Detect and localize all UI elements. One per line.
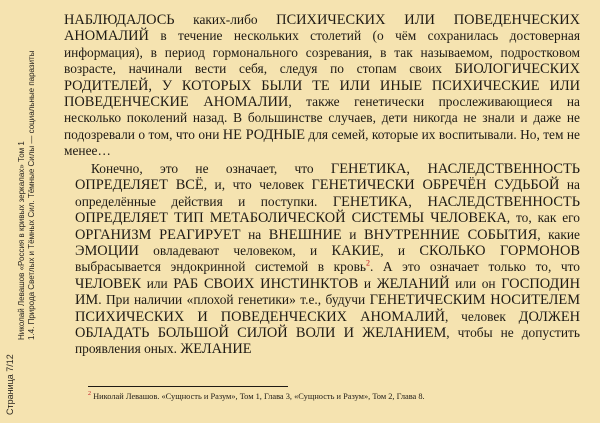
footnote-text: Николай Левашов. «Сущность и Разум», Том 1, Глава 3, «Сущность и Разум», Том 2, Глава 8. [91, 392, 425, 401]
chapter-title: 1.4. Природа Светлых и Тёмных Сил. Тёмные Силы — социальные паразиты [27, 50, 36, 340]
footnote-number: 2 [88, 391, 91, 398]
page-number: Страница 7/12 [5, 354, 15, 415]
book-title: Николай Левашов «Россия в кривых зеркалах» Том 1 [17, 141, 26, 340]
footnote [88, 391, 578, 402]
footnote-divider [88, 386, 288, 387]
paragraph-2: Конечно, это не означает, что ГЕНЕТИКА, НАСЛЕДСТВЕННОСТЬ ОПРЕДЕЛЯЕТ ВСЁ, и, что человек ГЕНЕТИЧЕСКИ ОБРЕЧЁН СУДЬБОЙ на определённые действия и поступки. ГЕНЕТИКА, НАСЛЕДСТВЕННОСТЬ ОПРЕДЕЛЯЕТ ТИП МЕТАБОЛИЧЕСКОЙ СИСТЕМЫ ЧЕЛОВЕКА, то, как его ОРГАНИЗМ РЕАГИРУЕТ на ВНЕШНИЕ и ВНУТРЕННИЕ СОБЫТИЯ, какие ЭМОЦИИ овладевают человеком, и КАКИЕ, и СКОЛЬКО ГОРМОНОВ выбрасывается эндокринной системой в кровь$^2$. А это означает только то, что ЧЕЛОВЕК или РАБ СВОИХ ИНСТИНКТОВ и ЖЕЛАНИЙ или он ГОСПОДИН ИМ. При наличии «плохой генетики» т.е., будучи ГЕНЕТИЧЕСКИМ НОСИТЕЛЕМ ПСИХИЧЕСКИХ И ПОВЕДЕНЧЕСКИХ АНОМАЛИЙ, человек ДОЛЖЕН ОБЛАДАТЬ БОЛЬШОЙ СИЛОЙ ВОЛИ И ЖЕЛАНИЕМ, чтобы не допустить проявления оных. ЖЕЛАНИЕ [75, 161, 581, 358]
paragraph-1: НАБЛЮДАЛОСЬ каких-либо ПСИХИЧЕСКИХ ИЛИ ПОВЕДЕНЧЕСКИХ АНОМАЛИЙ в течение нескольких столетий (о чём сохранилась достоверная информация), в период гормонального созревания, в так называемом, подростковом возрасте, начинали вести себя, следуя по стопам своих БИОЛОГИЧЕСКИХ РОДИТЕЛЕЙ, У КОТОРЫХ БЫЛИ ТЕ ИЛИ ИНЫЕ ПСИХИЧЕСКИЕ ИЛИ ПОВЕДЕНЧЕСКИЕ АНОМАЛИИ, также генетически прослеживающиеся на несколько поколений назад. В большинстве случаев, дети никогда не знали и даже не подозревали о том, что они НЕ РОДНЫЕ для семей, которые их воспитывали. Но, тем не менее… [64, 12, 580, 159]
footnote-ref[interactable]: 2 [366, 258, 370, 268]
